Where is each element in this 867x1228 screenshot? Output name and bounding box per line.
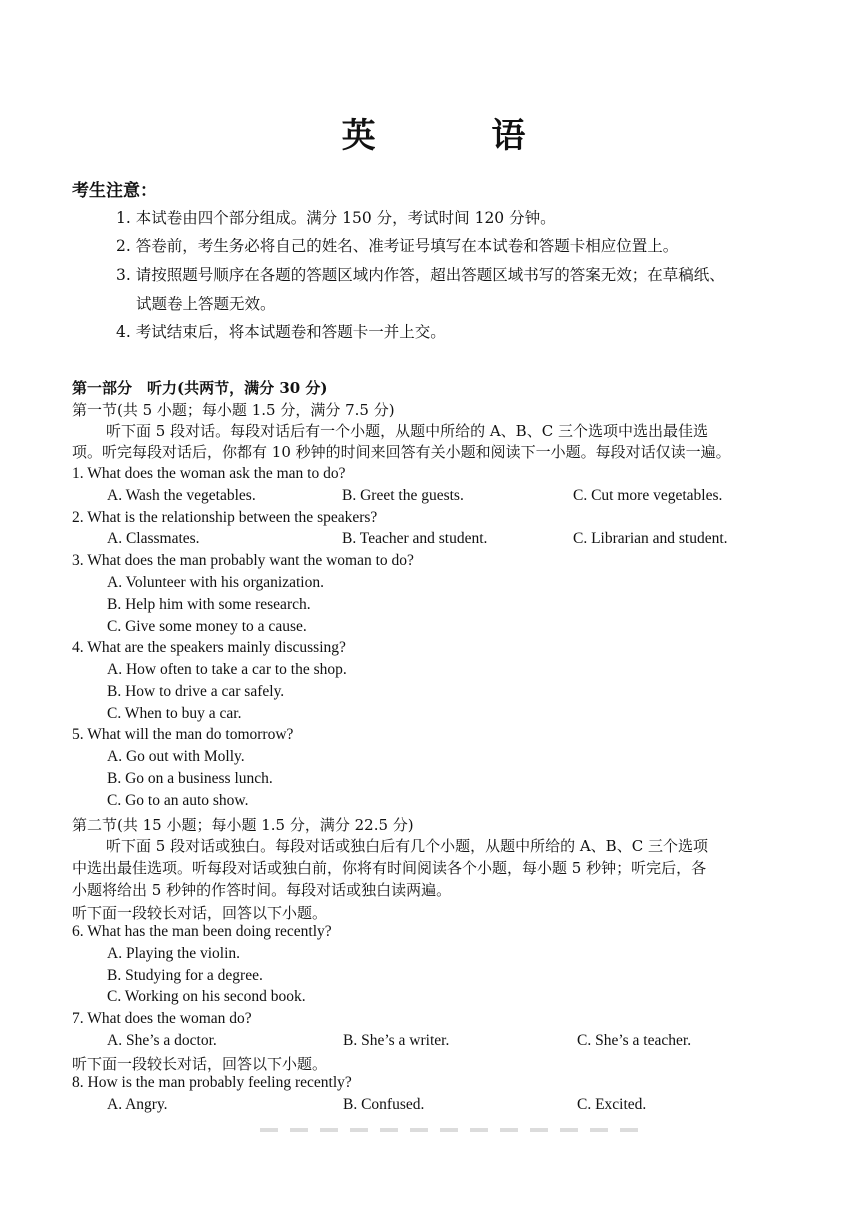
section1-instruction-2: 项。听完每段对话后，你都有 10 秒钟的时间来回答有关小题和阅读下一小题。每段对话仅读一遍。: [72, 443, 731, 461]
q4-option-c: C. When to buy a car.: [107, 705, 242, 722]
q7-option-a: A. She’s a doctor.: [107, 1032, 217, 1049]
question-4: 4. What are the speakers mainly discussing?: [72, 639, 346, 656]
q2-option-c: C. Librarian and student.: [573, 530, 728, 547]
q5-option-b: B. Go on a business lunch.: [107, 770, 273, 787]
section2-instruction-2: 中选出最佳选项。听每段对话或独白前，你将有时间阅读各个小题，每小题 5 秒钟；听完后，各: [72, 859, 707, 877]
q3-option-c: C. Give some money to a cause.: [107, 618, 307, 635]
section2-heading: 第二节(共 15 小题；每小题 1.5 分，满分 22.5 分): [72, 816, 414, 834]
q6-option-a: A. Playing the violin.: [107, 945, 241, 962]
part1-heading: 第一部分 听力(共两节，满分 30 分): [72, 379, 328, 397]
q4-option-b: B. How to drive a car safely.: [107, 683, 285, 700]
section1-instruction-1: 听下面 5 段对话。每段对话后有一个小题，从题中所给的 A、B、C 三个选项中选出最佳选: [106, 422, 708, 440]
q1-option-b: B. Greet the guests.: [342, 487, 464, 504]
question-3: 3. What does the man probably want the woman to do?: [72, 552, 414, 569]
question-2: 2. What is the relationship between the speakers?: [72, 509, 378, 526]
q3-option-b: B. Help him with some research.: [107, 596, 311, 613]
q7-option-c: C. She’s a teacher.: [577, 1032, 692, 1049]
q3-option-a: A. Volunteer with his organization.: [107, 574, 324, 591]
q1-option-a: A. Wash the vegetables.: [107, 487, 256, 504]
q6-option-b: B. Studying for a degree.: [107, 967, 263, 984]
page-title: 英 语: [341, 116, 578, 156]
section1-heading: 第一节(共 5 小题；每小题 1.5 分，满分 7.5 分): [72, 401, 395, 419]
notice-item-2: 2. 答卷前，考生务必将自己的姓名、准考证号填写在本试卷和答题卡相应位置上。: [116, 237, 679, 255]
notice-item-1: 1. 本试卷由四个部分组成。满分 150 分，考试时间 120 分钟。: [116, 209, 556, 227]
section2-instruction-1: 听下面 5 段对话或独白。每段对话或独白后有几个小题，从题中所给的 A、B、C 三个选项: [106, 837, 708, 855]
question-1: 1. What does the woman ask the man to do?: [72, 465, 346, 482]
q8-option-b: B. Confused.: [343, 1096, 425, 1113]
listen-instruction-b: 听下面一段较长对话，回答以下小题。: [72, 1055, 328, 1073]
question-6: 6. What has the man been doing recently?: [72, 923, 332, 940]
q7-option-b: B. She’s a writer.: [343, 1032, 450, 1049]
notice-heading: 考生注意：: [72, 181, 157, 201]
notice-item-4: 4. 考试结束后，将本试题卷和答题卡一并上交。: [116, 323, 446, 341]
q8-option-a: A. Angry.: [107, 1096, 168, 1113]
question-8: 8. How is the man probably feeling recently?: [72, 1074, 352, 1091]
q6-option-c: C. Working on his second book.: [107, 988, 306, 1005]
faint-footer-artifact: [260, 1128, 640, 1132]
notice-item-3: 3. 请按照题号顺序在各题的答题区域内作答，超出答题区域书写的答案无效；在草稿纸、: [116, 266, 725, 284]
q4-option-a: A. How often to take a car to the shop.: [107, 661, 347, 678]
question-7: 7. What does the woman do?: [72, 1010, 252, 1027]
notice-item-3-cont: 试题卷上答题无效。: [136, 295, 276, 313]
question-5: 5. What will the man do tomorrow?: [72, 726, 294, 743]
q2-option-a: A. Classmates.: [107, 530, 200, 547]
q5-option-c: C. Go to an auto show.: [107, 792, 249, 809]
section2-instruction-3: 小题将给出 5 秒钟的作答时间。每段对话或独白读两遍。: [72, 881, 452, 899]
q1-option-c: C. Cut more vegetables.: [573, 487, 723, 504]
q2-option-b: B. Teacher and student.: [342, 530, 488, 547]
q5-option-a: A. Go out with Molly.: [107, 748, 245, 765]
listen-instruction-a: 听下面一段较长对话，回答以下小题。: [72, 904, 328, 922]
q8-option-c: C. Excited.: [577, 1096, 647, 1113]
